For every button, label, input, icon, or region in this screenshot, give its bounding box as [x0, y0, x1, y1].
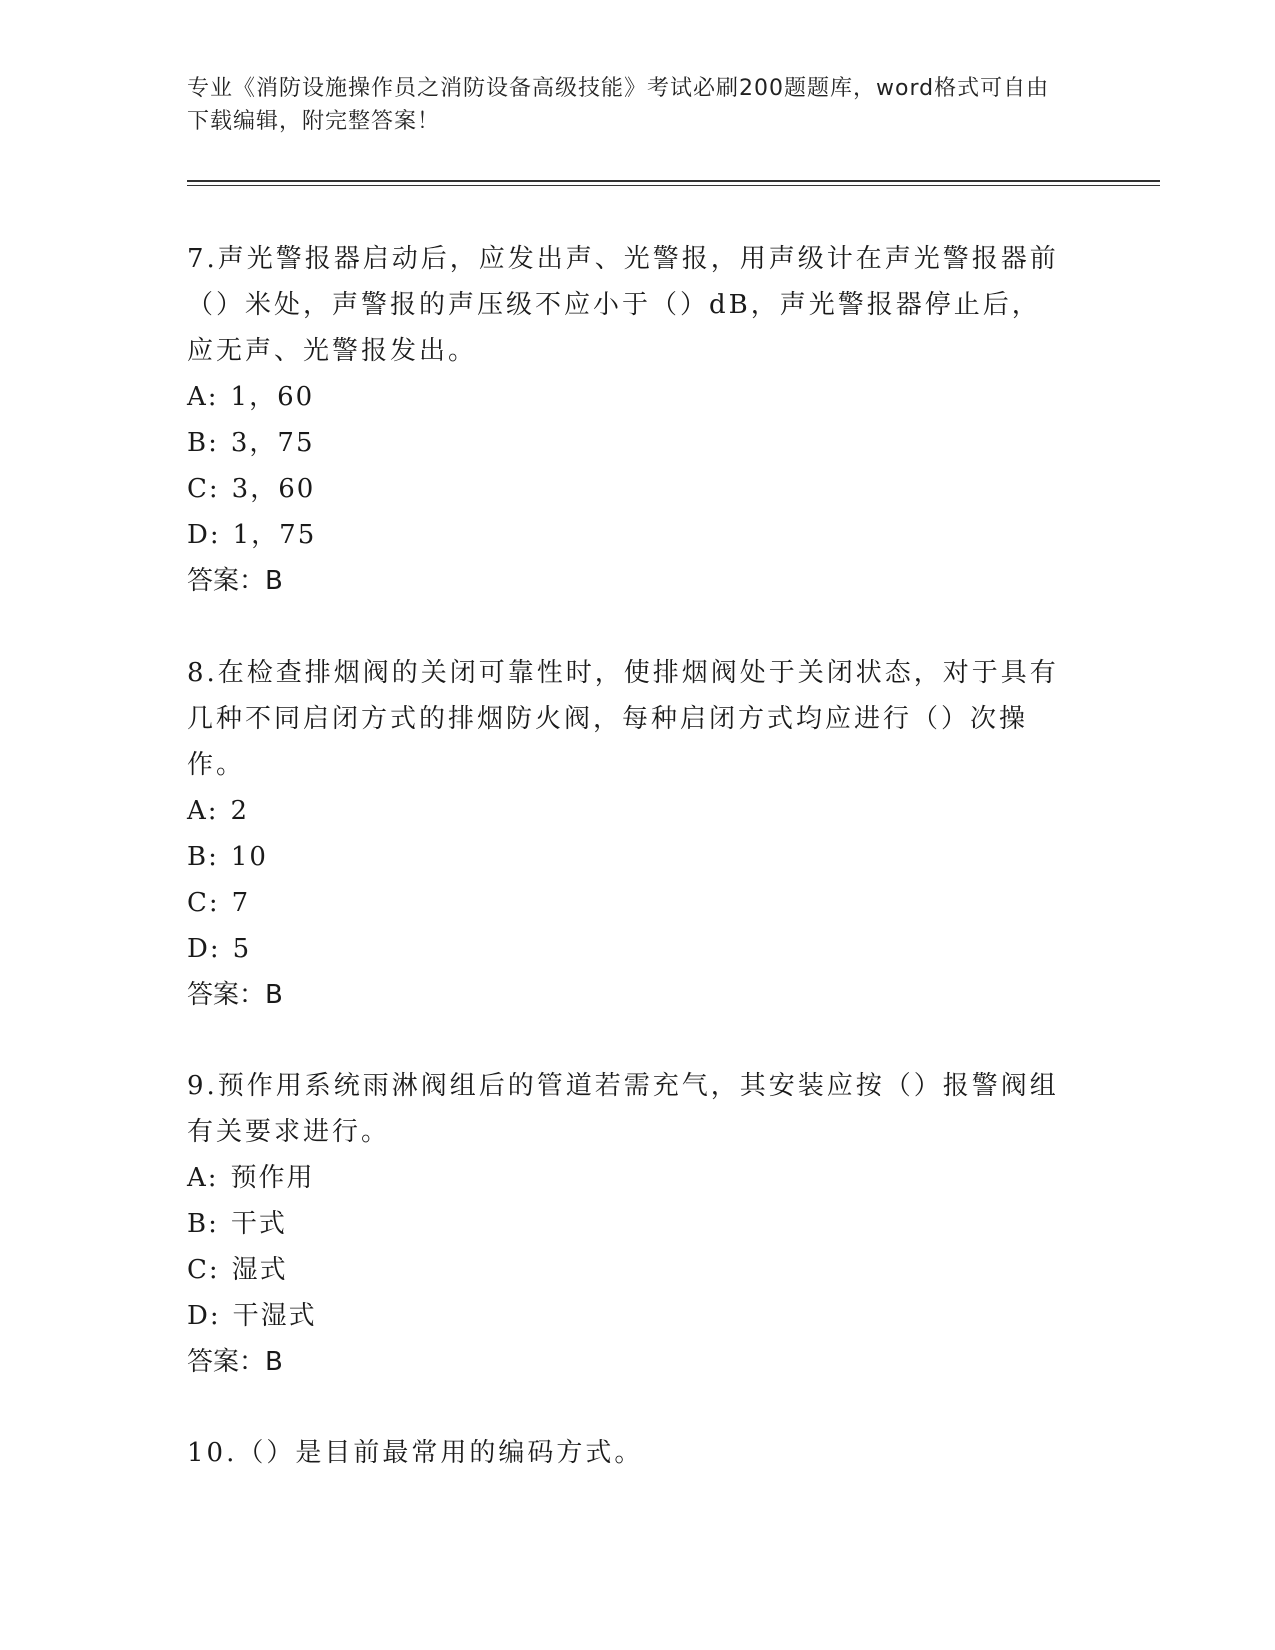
option-value: 10 [230, 842, 268, 872]
option-d [187, 512, 1067, 558]
option-value: 5 [232, 934, 252, 964]
option-d [187, 926, 1067, 972]
option-value: 1，60 [230, 382, 315, 412]
answer-line: 答案：B [187, 566, 283, 596]
option-key: C: [187, 474, 220, 504]
question-8 [187, 650, 1067, 1018]
option-value: 干湿式 [232, 1301, 317, 1331]
option-key: B: [187, 428, 219, 458]
question-text: 8.在检查排烟阀的关闭可靠性时，使排烟阀处于关闭状态，对于具有几种不同启闭方式的排烟防火阀，每种启闭方式均应进行（）次操作。 [187, 658, 1059, 780]
option-b [187, 834, 1067, 880]
option-value: 2 [230, 796, 250, 826]
option-a [187, 374, 1067, 420]
option-value: 3，60 [231, 474, 316, 504]
option-key: C: [187, 1255, 220, 1285]
answer-line: 答案：B [187, 980, 283, 1010]
option-a [187, 1155, 1067, 1201]
option-b [187, 1201, 1067, 1247]
option-key: D: [187, 1301, 221, 1331]
question-7 [187, 236, 1067, 604]
option-key: B: [187, 1209, 219, 1239]
option-key: A: [187, 796, 219, 826]
option-b [187, 420, 1067, 466]
header-rule-thick [187, 180, 1160, 182]
option-value: 3，75 [230, 428, 315, 458]
option-c [187, 1247, 1067, 1293]
option-value: 预作用 [230, 1163, 315, 1193]
option-key: A: [187, 1163, 219, 1193]
question-text: 7.声光警报器启动后，应发出声、光警报，用声级计在声光警报器前（）米处，声警报的声压级不应小于（）dB，声光警报器停止后，应无声、光警报发出。 [187, 244, 1059, 366]
option-key: D: [187, 934, 221, 964]
option-c [187, 880, 1067, 926]
option-value: 干式 [230, 1209, 287, 1239]
question-9 [187, 1063, 1067, 1385]
option-d [187, 1293, 1067, 1339]
document-header [187, 72, 1067, 138]
header-rule-thin [187, 185, 1160, 186]
option-c [187, 466, 1067, 512]
option-value: 湿式 [231, 1255, 288, 1285]
option-key: C: [187, 888, 220, 918]
option-value: 7 [231, 888, 251, 918]
option-key: B: [187, 842, 219, 872]
question-text: 9.预作用系统雨淋阀组后的管道若需充气，其安装应按（）报警阀组有关要求进行。 [187, 1071, 1059, 1147]
answer-line: 答案：B [187, 1347, 283, 1377]
question-text: 10.（）是目前最常用的编码方式。 [187, 1438, 644, 1468]
option-key: A: [187, 382, 219, 412]
option-a [187, 788, 1067, 834]
question-10 [187, 1430, 1067, 1476]
header-title: 专业《消防设施操作员之消防设备高级技能》考试必刷200题题库，word格式可自由下载编辑，附完整答案！ [187, 76, 1050, 134]
option-value: 1，75 [232, 520, 317, 550]
option-key: D: [187, 520, 221, 550]
